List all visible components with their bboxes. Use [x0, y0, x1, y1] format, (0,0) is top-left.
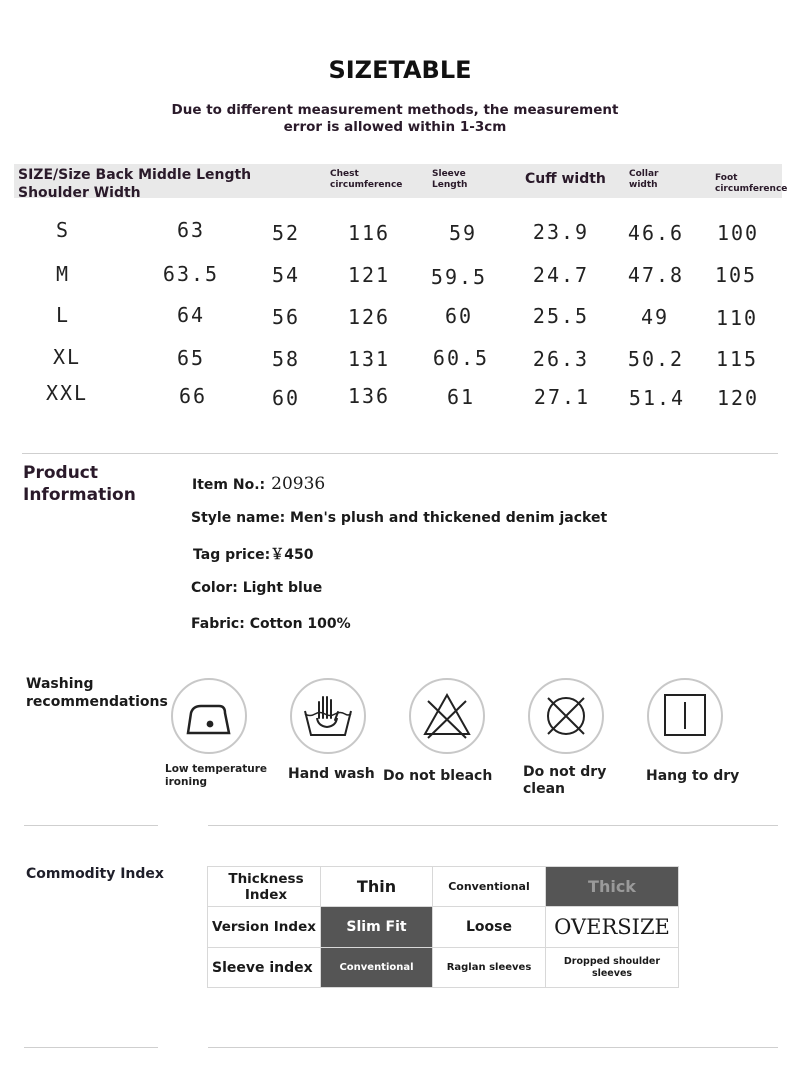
color-value: Light blue [242, 580, 323, 596]
size-cell: 60 [444, 304, 474, 328]
size-cell: M [55, 262, 71, 286]
thickness-option-conventional: Conventional [432, 866, 546, 907]
section-divider [22, 453, 778, 454]
wash-label: Hang to dry [646, 768, 740, 784]
size-cell: 58 [271, 347, 301, 371]
item-number-value: 20936 [271, 474, 326, 494]
tag-price-value: ￥450 [270, 547, 314, 563]
size-cell: 65 [176, 346, 206, 370]
size-cell: 63 [176, 218, 206, 242]
size-cell: 59.5 [430, 265, 488, 289]
sleeve-option-dropped-shoulder: Dropped shoulder sleeves [545, 947, 679, 988]
section-divider [24, 825, 158, 826]
size-cell: 131 [347, 347, 391, 371]
section-divider [24, 1047, 158, 1048]
size-cell: 105 [714, 263, 758, 287]
commodity-index-heading: Commodity Index [26, 866, 164, 882]
thickness-option-thick: Thick [545, 866, 679, 907]
size-cell: 59 [448, 221, 478, 245]
header-size-back-shoulder: SIZE/Size Back Middle Length Shoulder Width [18, 167, 252, 201]
size-cell: 51.4 [628, 386, 686, 410]
product-info-heading: Product Information [23, 463, 136, 505]
size-cell: 60 [271, 386, 301, 410]
size-cell: 49 [640, 305, 670, 329]
wash-label: Low temperature ironing [165, 763, 268, 788]
no-dry-clean-icon [528, 678, 604, 754]
size-cell: 115 [715, 347, 759, 371]
style-name-label: Style name: [191, 510, 286, 526]
size-cell: 25.5 [532, 304, 590, 328]
item-number-row [192, 474, 325, 494]
wash-label: Do not dry clean [523, 764, 607, 797]
header-sleeve: Sleeve Length [432, 169, 468, 190]
size-cell: 46.6 [627, 221, 685, 245]
style-name-row [191, 510, 607, 526]
size-cell: 136 [347, 384, 391, 408]
sleeve-option-conventional: Conventional [320, 947, 433, 988]
size-cell: 26.3 [532, 347, 590, 371]
tag-price-label: Tag price: [193, 547, 271, 563]
version-index-label: Version Index [207, 906, 321, 948]
size-cell: 47.8 [627, 263, 685, 287]
color-row [191, 580, 322, 596]
version-option-oversize: OVERSIZE [545, 906, 679, 948]
size-cell: 66 [178, 384, 208, 408]
size-cell: S [55, 218, 71, 242]
size-cell: 116 [347, 221, 391, 245]
measurement-note: Due to different measurement methods, the measurement error is allowed within 1-3cm [171, 102, 619, 135]
size-cell: 54 [271, 263, 301, 287]
size-cell: XXL [45, 381, 89, 405]
size-cell: 63.5 [162, 262, 220, 286]
size-cell: 64 [176, 303, 206, 327]
size-cell: 120 [716, 386, 760, 410]
no-bleach-icon [409, 678, 485, 754]
hang-dry-icon [647, 678, 723, 754]
commodity-index-table [207, 866, 679, 988]
size-cell: XL [52, 345, 82, 369]
wash-label: Do not bleach [383, 768, 493, 784]
sleeve-option-raglan: Raglan sleeves [432, 947, 546, 988]
size-cell: 60.5 [432, 346, 490, 370]
size-cell: 24.7 [532, 263, 590, 287]
washing-heading: Washing recommendations [26, 676, 168, 710]
fabric-value: Cotton 100% [249, 616, 351, 632]
version-option-slim-fit: Slim Fit [320, 906, 433, 948]
size-cell: 52 [271, 221, 301, 245]
fabric-row [191, 616, 351, 632]
sleeve-index-label: Sleeve index [207, 947, 321, 988]
thickness-option-thin: Thin [320, 866, 433, 907]
page-title: SIZETABLE [328, 56, 472, 84]
size-cell: 126 [347, 305, 391, 329]
section-divider [208, 1047, 778, 1048]
size-cell: 23.9 [532, 220, 590, 244]
size-cell: 27.1 [533, 385, 591, 409]
wash-label: Hand wash [288, 766, 375, 782]
header-foot: Foot circumference [715, 173, 788, 194]
header-chest: Chest circumference [330, 169, 403, 190]
size-cell: 121 [347, 263, 391, 287]
thickness-index-label: Thickness Index [207, 866, 321, 907]
color-label: Color: [191, 580, 238, 596]
style-name-value: Men's plush and thickened denim jacket [290, 510, 608, 526]
size-cell: 56 [271, 305, 301, 329]
hand-wash-icon [290, 678, 366, 754]
tag-price-row [193, 544, 313, 564]
header-cuff: Cuff width [525, 171, 606, 187]
size-cell: 61 [446, 385, 476, 409]
fabric-label: Fabric: [191, 616, 245, 632]
item-number-label: Item No.: [192, 477, 266, 493]
size-cell: 110 [715, 306, 759, 330]
iron-icon [171, 678, 247, 754]
size-cell: 100 [716, 221, 760, 245]
version-option-loose: Loose [432, 906, 546, 948]
section-divider [208, 825, 778, 826]
size-cell: L [55, 303, 71, 327]
header-collar: Collar width [629, 169, 659, 190]
size-cell: 50.2 [627, 347, 685, 371]
